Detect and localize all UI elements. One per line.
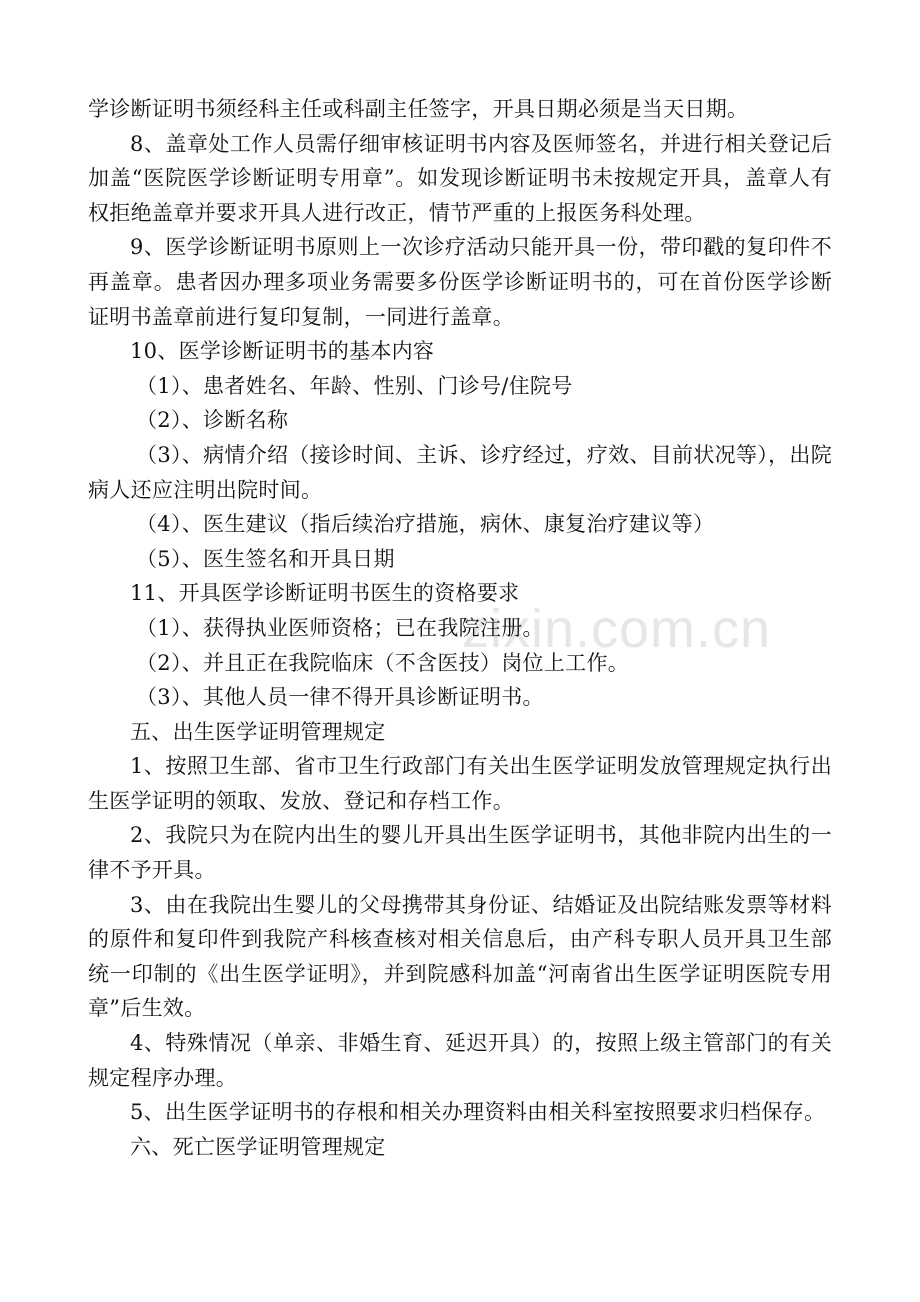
list-item: （5）、医生签名和开具日期 (136, 546, 395, 571)
paragraph: 3、由在我院出生婴儿的父母携带其身份证、结婚证及出院结账发票等材料的原件和复印件到我院产科核查核对相关信息后，由产科专职人员开具卫生部统一印制的《出生医学证明》，并到院感科加盖“河南省出生医学证明医院专用章”后生效。 (88, 892, 832, 1021)
list-item: （2）、并且正在我院临床（不含医技）岗位上工作。 (136, 650, 630, 675)
paragraph: 学诊断证明书须经科主任或科副主任签字，开具日期必须是当天日期。 (88, 97, 749, 121)
list-item: （2）、诊断名称 (136, 408, 289, 433)
list-item: （3）、病情介绍（接诊时间、主诉、诊疗经过，疗效、目前状况等），出院病人还应注明出院时间。 (88, 442, 832, 502)
paragraph: 8、盖章处工作人员需仔细审核证明书内容及医师签名，并进行相关登记后加盖“医院医学诊断证明专用章”。如发现诊断证明书未按规定开具，盖章人有权拒绝盖章并要求开具人进行改正，情节严重的上报医务科处理。 (88, 131, 832, 225)
paragraph: 9、医学诊断证明书原则上一次诊疗活动只能开具一份，带印戳的复印件不再盖章。患者因办理多项业务需要多份医学诊断证明书的，可在首份医学诊断证明书盖章前进行复印复制，一同进行盖章。 (88, 235, 832, 329)
watermark: zixin.com.cn (462, 599, 772, 659)
list-item: （4）、医生建议（指后续治疗措施，病休、康复治疗建议等） (136, 512, 715, 537)
document-body (88, 92, 832, 1164)
paragraph: 2、我院只为在院内出生的婴儿开具出生医学证明书，其他非院内出生的一律不予开具。 (88, 823, 832, 883)
paragraph: 4、特殊情况（单亲、非婚生育、延迟开具）的，按照上级主管部门的有关规定程序办理。 (88, 1031, 832, 1090)
chapter-heading: 六、死亡医学证明管理规定 (130, 1134, 386, 1159)
chapter-heading: 五、出生医学证明管理规定 (130, 719, 386, 744)
list-item: （3）、其他人员一律不得开具诊断证明书。 (136, 685, 544, 710)
paragraph: 1、按照卫生部、省市卫生行政部门有关出生医学证明发放管理规定执行出生医学证明的领取、发放、登记和存档工作。 (88, 754, 832, 813)
section-heading: 10、医学诊断证明书的基本内容 (130, 339, 435, 364)
list-item: （1）、获得执业医师资格；已在我院注册。 (136, 615, 544, 640)
section-heading: 11、开具医学诊断证明书医生的资格要求 (130, 581, 520, 606)
list-item: （1）、患者姓名、年龄、性别、门诊号/住院号 (136, 373, 573, 398)
paragraph: 5、出生医学证明书的存根和相关办理资料由相关科室按照要求归档保存。 (130, 1100, 826, 1125)
